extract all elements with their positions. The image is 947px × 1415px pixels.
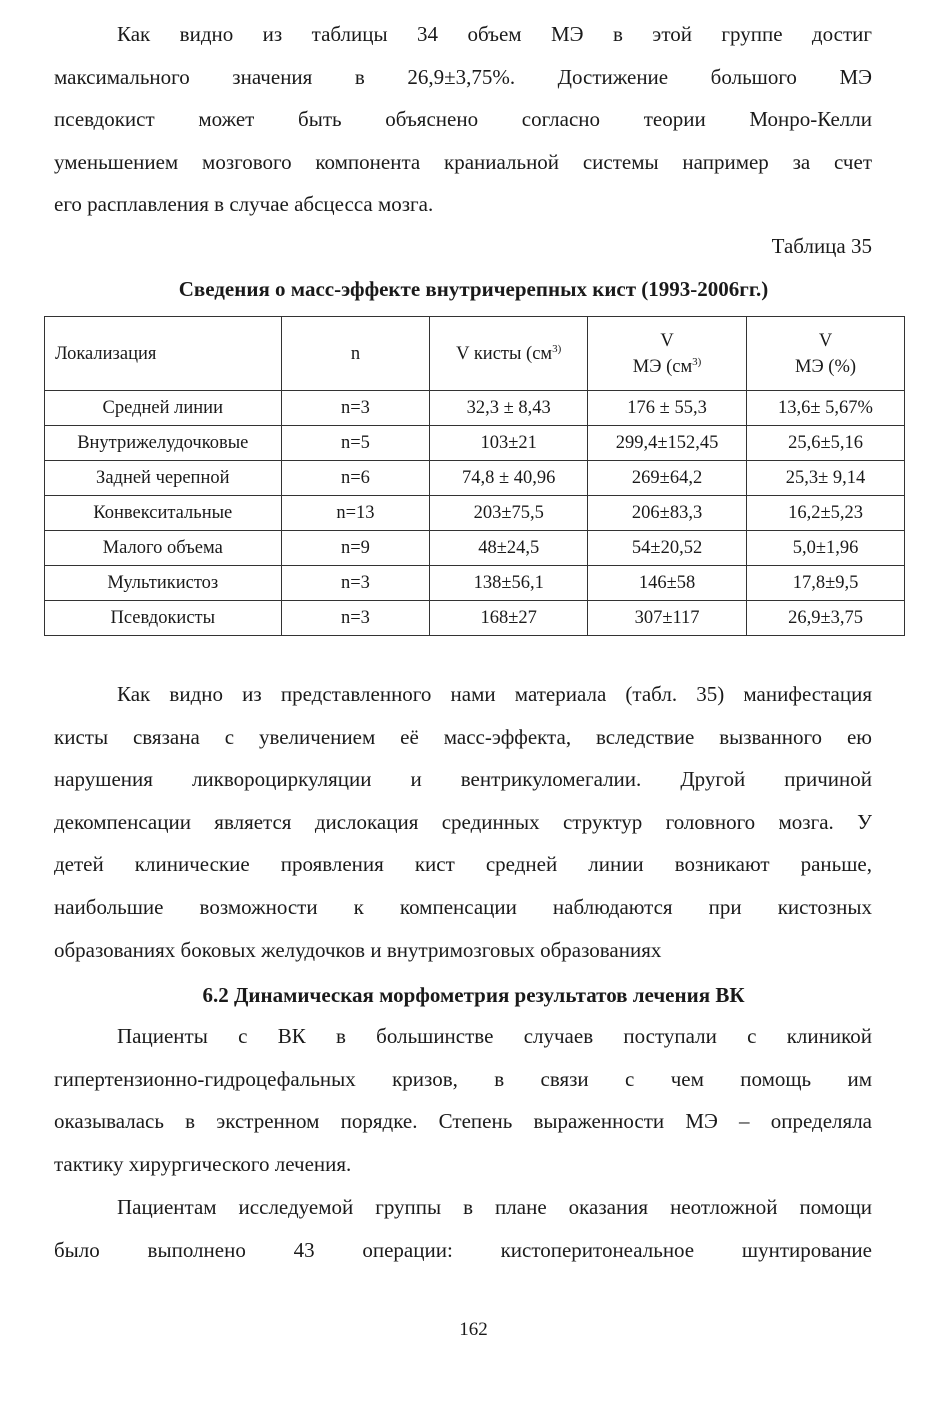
page-number: 162 <box>459 1319 488 1340</box>
cell-v-me: 299,4±152,45 <box>588 426 747 461</box>
text-line: псевдокист может быть объяснено согласно теории Монро-Келли <box>54 107 872 132</box>
table-row <box>45 601 905 636</box>
text-line: Пациенты с ВК в большинстве случаев поступали с клиникой <box>117 1024 872 1048</box>
paragraph-operations <box>54 1186 872 1271</box>
cell-v-me-percent: 25,6±5,16 <box>747 426 905 461</box>
table-row <box>45 496 905 531</box>
text-line: тактику хирургического лечения. <box>54 1151 352 1176</box>
cell-localization: Задней черепной <box>45 461 282 496</box>
cell-v-me: 206±83,3 <box>588 496 747 531</box>
text-line: оказывалась в экстренном порядке. Степень выраженности МЭ – определяла <box>54 1109 872 1134</box>
text-line: уменьшением мозгового компонента краниальной системы например за счет <box>54 149 872 174</box>
table-row <box>45 426 905 461</box>
cell-v-me: 146±58 <box>588 566 747 601</box>
cell-v-me: 269±64,2 <box>588 461 747 496</box>
text-line: декомпенсации является дислокация срединных структур головного мозга. У <box>54 809 872 834</box>
table-row <box>45 531 905 566</box>
table-header-row <box>45 317 905 391</box>
cell-localization: Внутрижелудочковые <box>45 426 282 461</box>
cell-v-me-percent: 17,8±9,5 <box>747 566 905 601</box>
text-line: максимального значения в 26,9±3,75%. Достижение большого МЭ <box>54 64 872 89</box>
cell-localization: Конвекситальные <box>45 496 282 531</box>
cell-v-me: 176 ± 55,3 <box>588 391 747 426</box>
cell-v-me: 54±20,52 <box>588 531 747 566</box>
cell-v-cyst: 203±75,5 <box>430 496 588 531</box>
mass-effect-table <box>44 316 905 636</box>
cell-localization: Псевдокисты <box>45 601 282 636</box>
section-heading: 6.2 Динамическая морфометрия результатов лечения ВК <box>202 983 745 1007</box>
table-row <box>45 461 905 496</box>
cell-v-cyst: 138±56,1 <box>430 566 588 601</box>
cell-n: n=6 <box>281 461 430 496</box>
cell-n: n=3 <box>281 601 430 636</box>
cell-localization: Средней линии <box>45 391 282 426</box>
text-line: Пациентам исследуемой группы в плане оказания неотложной помощи <box>117 1195 872 1219</box>
paragraph-intro <box>54 13 872 226</box>
header-v-me-cm3: V МЭ ($см^{3)}$ <box>588 317 747 391</box>
cell-n: n=9 <box>281 531 430 566</box>
cell-v-me-percent: 5,0±1,96 <box>747 531 905 566</box>
text-line: детей клинические проявления кист средней линии возникают раньше, <box>54 852 872 877</box>
text-line: наибольшие возможности к компенсации наблюдаются при кистозных <box>54 894 872 919</box>
cell-n: n=5 <box>281 426 430 461</box>
table-row <box>45 566 905 601</box>
cell-v-me-percent: 26,9±3,75 <box>747 601 905 636</box>
cell-v-me: 307±117 <box>588 601 747 636</box>
header-v-me-percent: V МЭ (%) <box>747 317 905 391</box>
text-line: кисты связана с увеличением её масс-эффекта, вследствие вызванного ею <box>54 724 872 749</box>
text-line: образованиях боковых желудочков и внутримозговых образованиях <box>54 937 662 962</box>
cell-v-cyst: 74,8 ± 40,96 <box>430 461 588 496</box>
cell-localization: Малого объема <box>45 531 282 566</box>
cell-v-cyst: 32,3 ± 8,43 <box>430 391 588 426</box>
text-line: Как видно из представленного нами материала (табл. 35) манифестация <box>117 682 872 706</box>
paragraph-patients <box>54 1015 872 1185</box>
text-line: его расплавления в случае абсцесса мозга. <box>54 192 434 217</box>
cell-n: n=3 <box>281 391 430 426</box>
cell-n: n=13 <box>281 496 430 531</box>
header-n: n <box>281 317 430 391</box>
cell-v-cyst: 48±24,5 <box>430 531 588 566</box>
cell-v-cyst: 168±27 <box>430 601 588 636</box>
table-caption: Таблица 35 <box>771 234 872 258</box>
cell-v-me-percent: 13,6± 5,67% <box>747 391 905 426</box>
cell-v-me-percent: 25,3± 9,14 <box>747 461 905 496</box>
text-line: гипертензионно-гидроцефальных кризов, в связи с чем помощь им <box>54 1066 872 1091</box>
text-line: было выполнено 43 операции: кистоперитонеальное шунтирование <box>54 1237 872 1262</box>
header-v-cyst: V кисты ($см^{3)}$ <box>430 317 588 391</box>
cell-v-cyst: 103±21 <box>430 426 588 461</box>
cell-v-me-percent: 16,2±5,23 <box>747 496 905 531</box>
text-line: Как видно из таблицы 34 объем МЭ в этой группе достиг <box>117 22 872 46</box>
cell-n: n=3 <box>281 566 430 601</box>
table-title: Сведения о масс-эффекте внутричерепных кист (1993-2006гг.) <box>178 277 769 301</box>
paragraph-discussion <box>54 673 872 971</box>
header-localization: Локализация <box>45 317 282 391</box>
cell-localization: Мультикистоз <box>45 566 282 601</box>
table-row <box>45 391 905 426</box>
text-line: нарушения ликвороциркуляции и вентрикуломегалии. Другой причиной <box>54 767 872 792</box>
